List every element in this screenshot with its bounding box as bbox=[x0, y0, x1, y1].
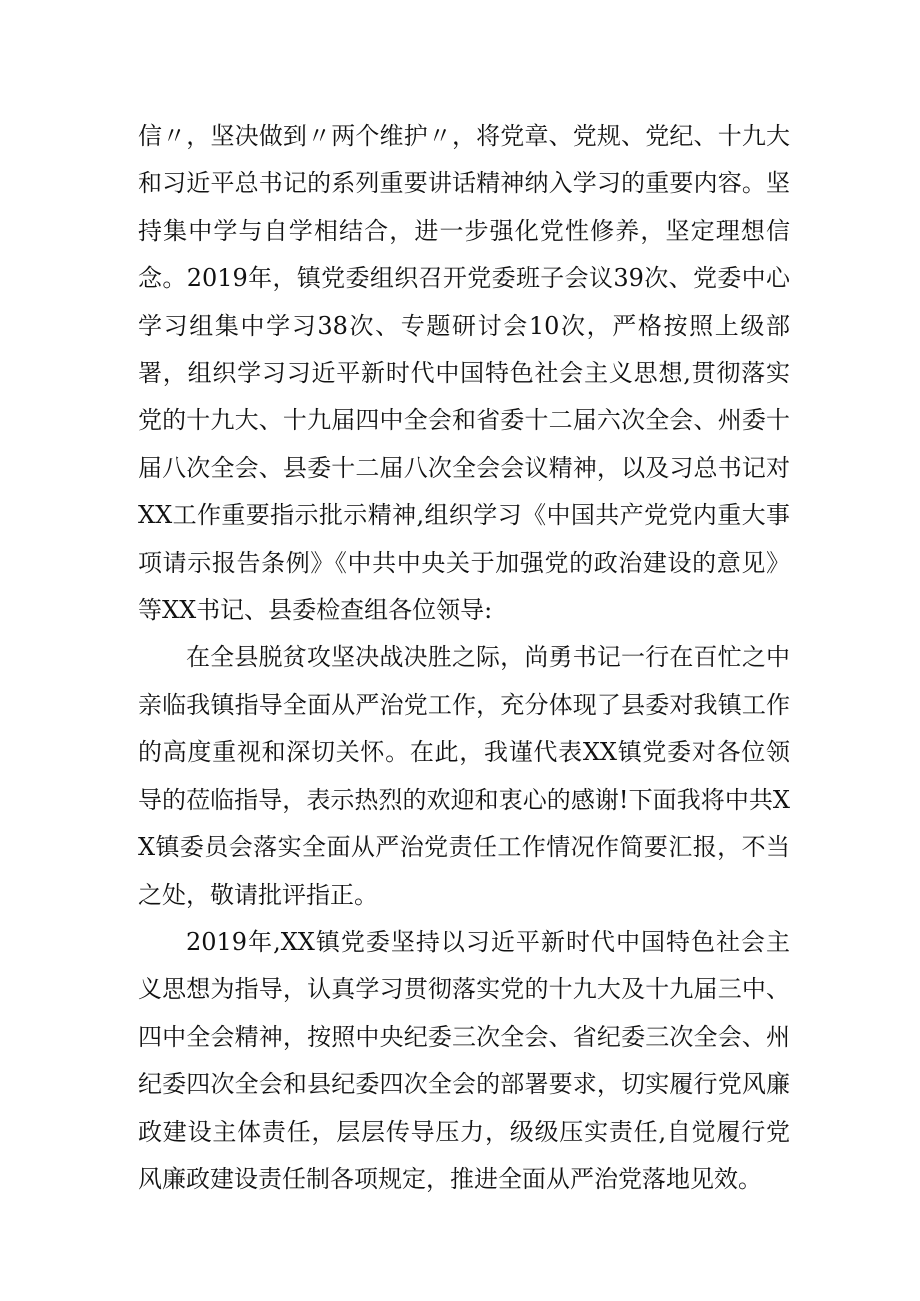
paragraph-2: 在全县脱贫攻坚决战决胜之际，尚勇书记一行在百忙之中亲临我镇指导全面从严治党工作，充分体现了县委对我镇工作的高度重视和深切关怀。在此，我谨代表XX镇党委对各位领导的莅临指导，表示热烈的欢迎和衷心的感谢!下面我将中共XX镇委员会落实全面从严治党责任工作情况作简要汇报，不当之处，敬请批评指正。 bbox=[138, 643, 790, 909]
paragraph-3: 2019年,XX镇党委坚持以习近平新时代中国特色社会主义思想为指导，认真学习贯彻落实党的十九大及十九届三中、四中全会精神，按照中央纪委三次全会、省纪委三次全会、州纪委四次全会和县纪委四次全会的部署要求，切实履行党风廉政建设主体责任，层层传导压力，级级压实责任,自觉履行党风廉政建设责任制各项规定，推进全面从严治党落地见效。 bbox=[138, 927, 790, 1193]
document-body bbox=[138, 113, 790, 1203]
paragraph-1: 信〃，坚决做到〃两个维护〃，将党章、党规、党纪、十九大和习近平总书记的系列重要讲话精神纳入学习的重要内容。坚持集中学与自学相结合，进一步强化党性修养，坚定理想信念。2019年，镇党委组织召开党委班子会议39次、党委中心学习组集中学习38次、专题研讨会10次，严格按照上级部署，组织学习习近平新时代中国特色社会主义思想,贯彻落实党的十九大、十九届四中全会和省委十二届六次全会、州委十届八次全会、县委十二届八次全会会议精神，以及习总书记对XX工作重要指示批示精神,组织学习《中国共产党党内重大事项请示报告条例》《中共中央关于加强党的政治建设的意见》等XX书记、县委检查组各位领导: bbox=[138, 122, 790, 625]
